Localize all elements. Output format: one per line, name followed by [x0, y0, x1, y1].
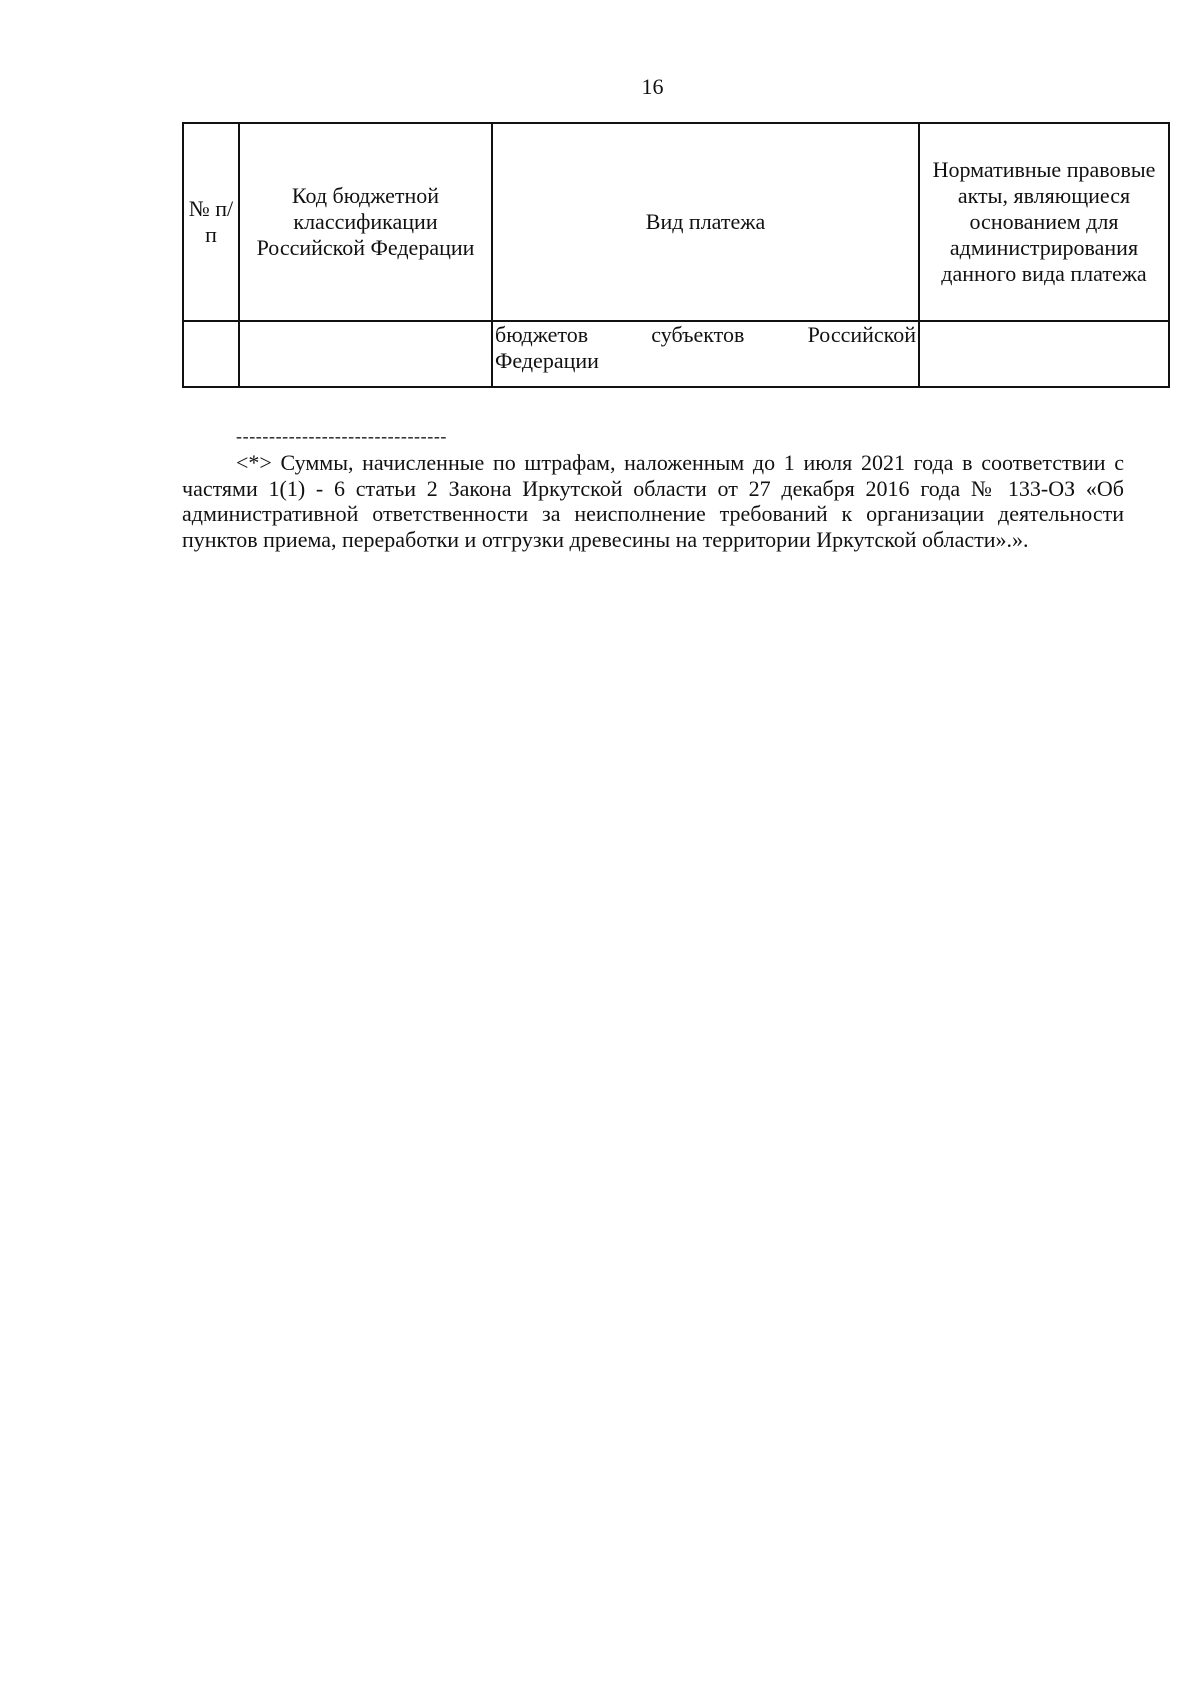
cell-payment-type	[492, 321, 919, 387]
table-header-row	[183, 123, 1169, 321]
footnote-text: <*> Суммы, начисленные по штрафам, наложенным до 1 июля 2021 года в соответствии с частями 1(1) - 6 статьи 2 Закона Иркутской области от 27 декабря 2016 года № 133-ОЗ «Об административной ответственности за неисполнение требований к организации деятельности пунктов приема, переработки и отгрузки древесины на территории Иркутской области».».	[182, 450, 1124, 552]
header-budget-code: Код бюджетной классификации Российской Федерации	[239, 123, 492, 321]
header-number: № п/п	[183, 123, 239, 321]
cell-number	[183, 321, 239, 387]
payment-type-line-1: бюджетов субъектов Российской	[495, 322, 916, 347]
footnote-separator: --------------------------------	[236, 426, 448, 446]
cell-budget-code	[239, 321, 492, 387]
header-legal-acts: Нормативные правовые акты, являющиеся основанием для администрирования данного вида платежа	[919, 123, 1169, 321]
header-payment-type: Вид платежа	[492, 123, 919, 321]
page-number: 16	[641, 74, 664, 99]
payment-type-line-2: Федерации	[495, 348, 599, 373]
cell-legal-acts	[919, 321, 1169, 387]
table-row	[183, 321, 1169, 387]
payments-table	[182, 122, 1170, 388]
